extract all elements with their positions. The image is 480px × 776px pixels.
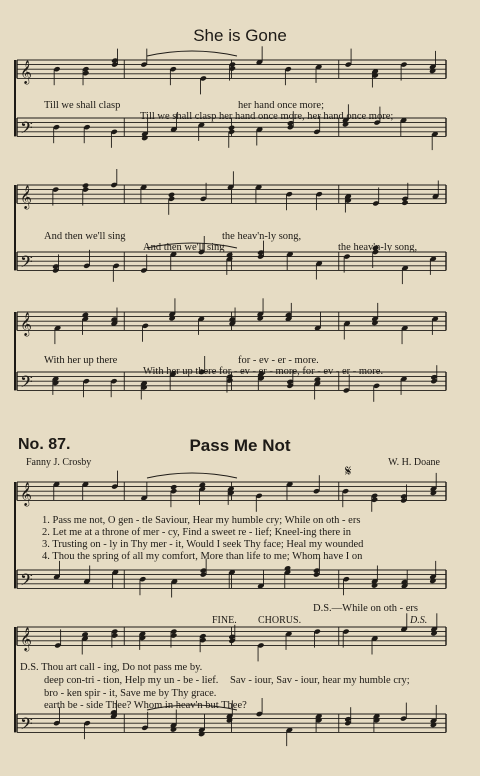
clef-icon: 𝄞 [20,59,32,84]
song-title: She is Gone [193,26,287,45]
clef-icon: 𝄞 [20,311,32,336]
ds-line: D.S.—While on oth - ers [313,603,418,614]
lyric-line: the heav'n-ly song, [338,242,418,253]
composer: W. H. Doane [388,457,440,468]
song-title: Pass Me Not [189,436,291,455]
stanza-line: 2. Let me at a throne of mer - cy, Find a sweet re - lief; Kneel-ing there in [42,527,351,538]
refrain-line: earth be - side Thee? Whom in heav'n but Thee? [44,700,247,711]
ds-mark: D.S. [410,615,428,626]
lyric-line: the heav'n-ly song, [222,231,302,242]
segno-icon: 𝄋 [345,464,352,480]
stanza-line: 1. Pass me not, O gen - tle Saviour, Hear my humble cry; While on oth - ers [42,515,361,526]
author: Fanny J. Crosby [26,457,92,468]
refrain-line: D.S. Thou art call - ing, Do not pass me by. [20,662,203,673]
chorus-line: Sav - iour, Sav - iour, hear my humble cry; [230,675,410,686]
clef-icon: 𝄢 [20,117,33,142]
lyric-line: With her up there for - ev - er - more, for - ev - er - more. [143,366,384,377]
chorus-mark: CHORUS. [258,615,302,626]
clef-icon: 𝄢 [20,569,33,594]
clef-icon: 𝄢 [20,251,33,276]
lyric-line: Till we shall clasp her hand once more, her hand once more; [140,111,394,122]
clef-icon: 𝄢 [20,371,33,396]
hymn-number: No. 87. [18,436,71,453]
lyric-line: Till we shall clasp [44,100,121,111]
lyric-line: for - ev - er - more. [238,355,319,366]
lyric-line: With her up there [44,355,118,366]
lyric-line: And then we'll sing [44,231,126,242]
fine-mark: FINE. [212,615,237,626]
lyric-line: her hand once more; [238,100,325,111]
stanza-line: 4. Thou the spring of all my comfort, More than life to me; Whom have I on [42,551,363,562]
refrain-line: deep con-tri - tion, Help my un - be - lief. [44,675,219,686]
clef-icon: 𝄢 [20,713,33,738]
clef-icon: 𝄞 [20,626,32,651]
clef-icon: 𝄞 [20,481,32,506]
lyric-line: And then we'll sing [143,242,225,253]
stanza-line: 3. Trusting on - ly in Thy mer - it, Would I seek Thy face; Heal my wounded [42,539,364,550]
refrain-line: bro - ken spir - it, Save me by Thy grace. [44,688,217,699]
clef-icon: 𝄞 [20,184,32,209]
